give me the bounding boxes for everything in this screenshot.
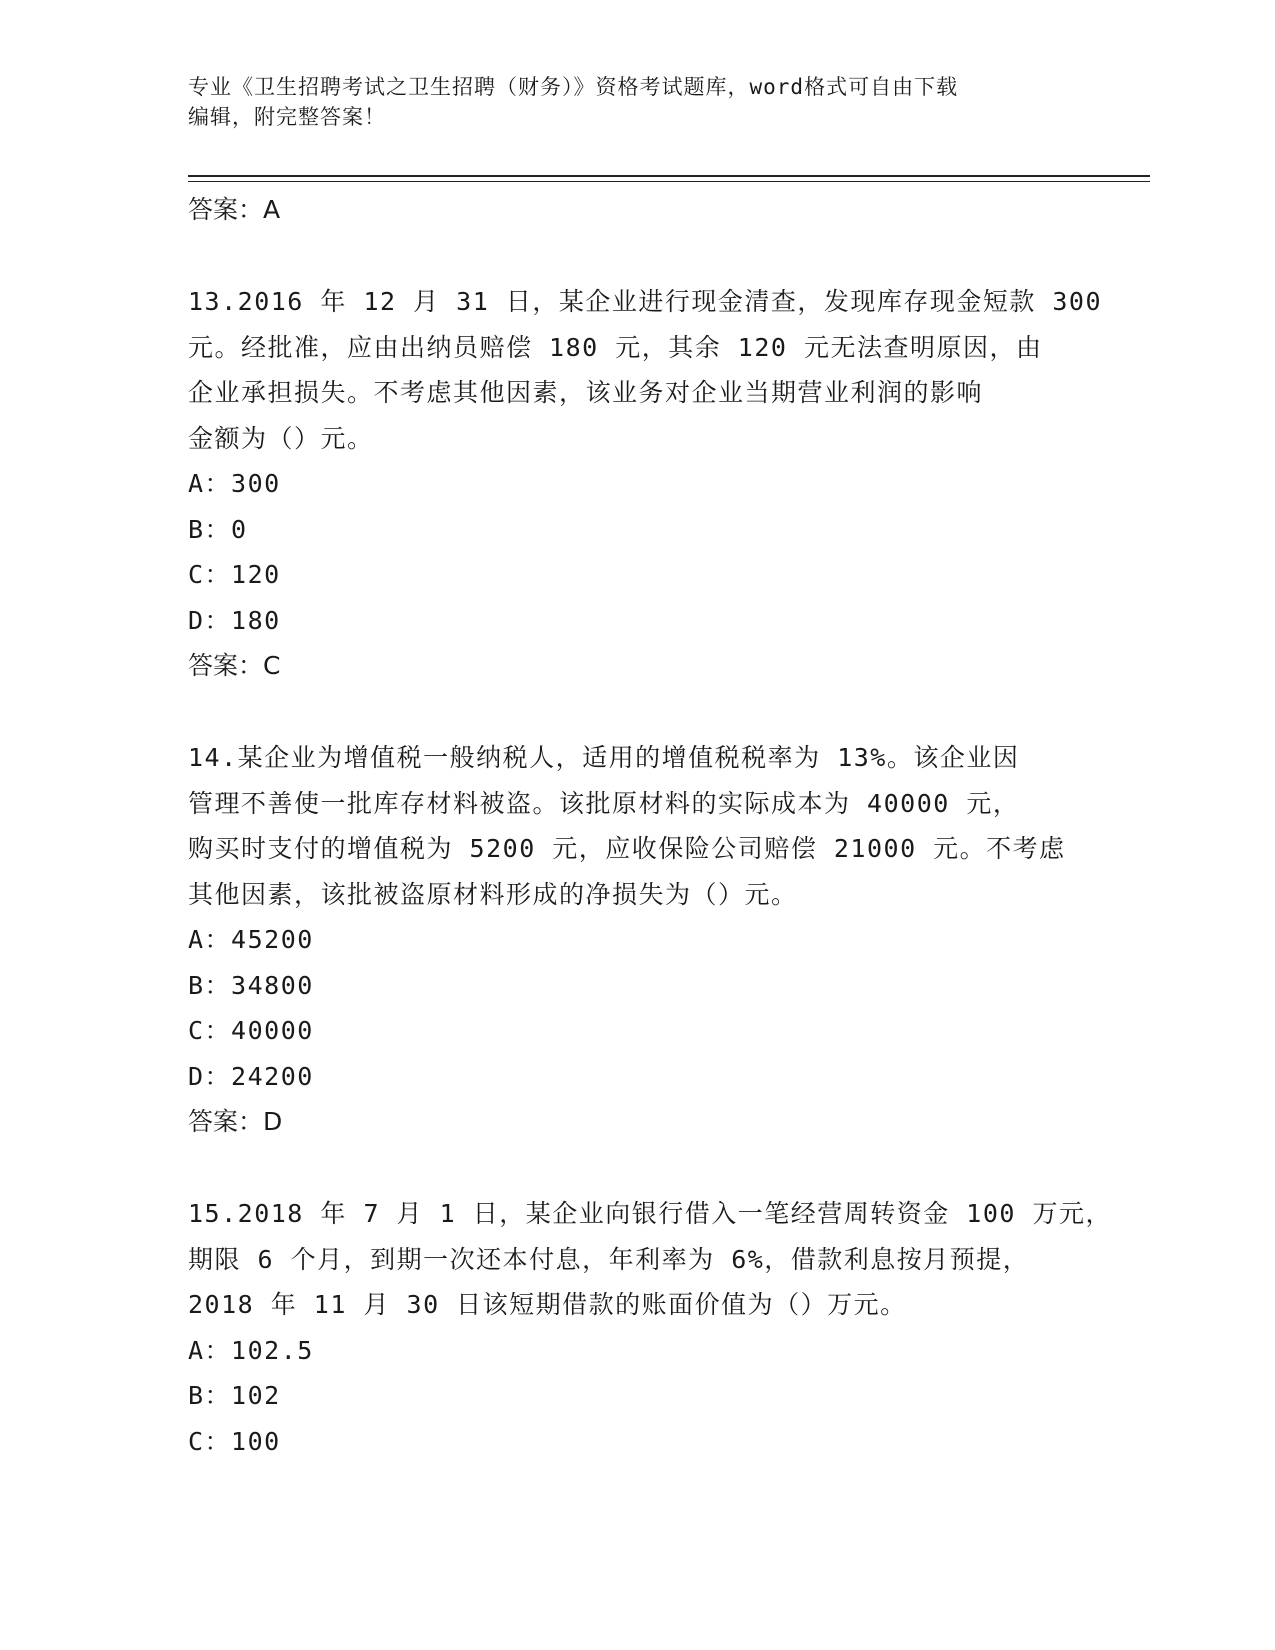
- question-line: 企业承担损失。不考虑其他因素，该业务对企业当期营业利润的影响: [188, 378, 984, 407]
- option-b: B：34800: [188, 970, 314, 1000]
- question-line: 其他因素，该批被盗原材料形成的净损失为（）元。: [188, 879, 798, 909]
- question-line: 管理不善使一批库存材料被盗。该批原材料的实际成本为 40000 元，: [188, 788, 1020, 818]
- option-d: D：24200: [188, 1061, 314, 1091]
- option-c: C：100: [188, 1426, 281, 1456]
- option-b: B：0: [188, 514, 248, 544]
- answer-label: 答案：C: [188, 651, 281, 680]
- question-line: 15.2018 年 7 月 1 日，某企业向银行借入一笔经营周转资金 100 万元，: [188, 1199, 1112, 1228]
- option-c: C：40000: [188, 1016, 314, 1045]
- question-line: 13.2016 年 12 月 31 日，某企业进行现金清查，发现库存现金短款 300: [188, 287, 1103, 316]
- question-line: 2018 年 11 月 30 日该短期借款的账面价值为（）万元。: [188, 1290, 907, 1319]
- question-13: [188, 279, 1103, 689]
- header-line-2: 编辑，附完整答案！: [188, 105, 386, 129]
- question-text: [188, 1191, 1112, 1328]
- option-d: D：180: [188, 605, 281, 635]
- answer-label: 答案：D: [188, 1107, 283, 1136]
- question-15: [188, 1191, 1112, 1464]
- document-body: [188, 187, 1112, 1464]
- question-14: [188, 735, 1088, 1145]
- question-text: [188, 735, 1088, 917]
- question-line: 购买时支付的增值税为 5200 元，应收保险公司赔偿 21000 元。不考虑: [188, 834, 1066, 863]
- answer-label: 答案：A: [188, 195, 281, 224]
- question-line: 元。经批准，应由出纳员赔偿 180 元，其余 120 元无法查明原因，由: [188, 332, 1043, 362]
- question-line: 14.某企业为增值税一般纳税人，适用的增值税税率为 13%。该企业因: [188, 743, 1020, 772]
- option-b: B：102: [188, 1381, 281, 1410]
- document-header: [188, 72, 1068, 132]
- question-text: [188, 279, 1103, 461]
- header-divider-thick: [188, 175, 1150, 177]
- header-line-1: 专业《卫生招聘考试之卫生招聘（财务）》资格考试题库，word格式可自由下载: [188, 75, 959, 99]
- question-line: 金额为（）元。: [188, 423, 374, 453]
- header-divider-thin: [188, 181, 1150, 182]
- option-c: C：120: [188, 560, 281, 589]
- question-line: 期限 6 个月，到期一次还本付息，年利率为 6%，借款利息按月预提，: [188, 1244, 1030, 1274]
- option-a: A：300: [188, 469, 281, 498]
- option-a: A：102.5: [188, 1335, 314, 1365]
- option-a: A：45200: [188, 925, 314, 954]
